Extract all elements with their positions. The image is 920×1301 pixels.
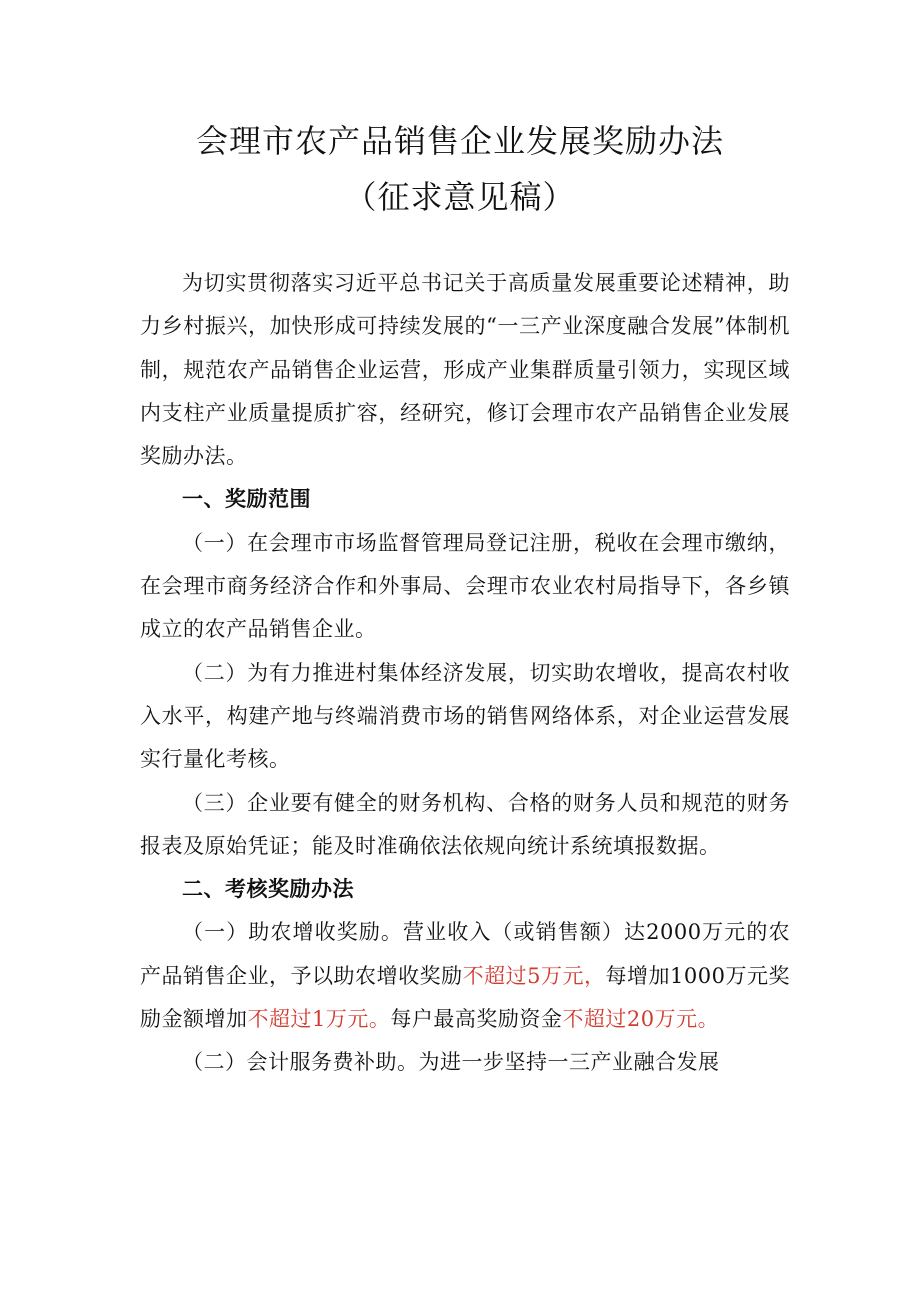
intro-paragraph: 为切实贯彻落实习近平总书记关于高质量发展重要论述精神，助力乡村振兴，加快形成可持续发展的“一三产业深度融合发展”体制机制，规范农产品销售企业运营，形成产业集群质量引领力，实现区域内支柱产业质量提质扩容，经研究，修订会理市农产品销售企业发展奖励办法。	[140, 271, 790, 469]
reward-amount-increment: 不超过1万元。	[247, 1007, 391, 1032]
scope-item-1: （一）在会理市市场监督管理局登记注册，税收在会理市缴纳，在会理市商务经济合作和外事局、会理市农业农村局指导下，各乡镇成立的农产品销售企业。	[140, 530, 790, 642]
section-heading-scope: 一、奖励范围	[182, 487, 311, 512]
reward-amount-max: 不超过20万元。	[562, 1007, 720, 1032]
reward-item-1	[140, 911, 790, 1041]
reward-amount-base: 不超过5万元，	[462, 963, 606, 988]
scope-item-3: （三）企业要有健全的财务机构、合格的财务人员和规范的财务报表及原始凭证；能及时准确依法依规向统计系统填报数据。	[140, 790, 790, 858]
document-subtitle: （征求意见稿）	[344, 178, 576, 216]
reward-item-1-text-c: 每户最高奖励资金	[390, 1007, 563, 1032]
reward-item-1-text-a: （一）助农增收奖励。营业收入（或销售额）达2000万元的农产品销售企业，予以助农增收奖励	[140, 920, 790, 988]
section-heading-reward: 二、考核奖励办法	[182, 877, 354, 902]
document-title: 会理市农产品销售企业发展奖励办法	[195, 122, 724, 160]
reward-item-1-text-b: 每增加1000万元奖励金额增加	[140, 963, 790, 1032]
document-body	[140, 262, 790, 1085]
reward-item-2: （二）会计服务费补助。为进一步坚持一三产业融合发展	[182, 1050, 720, 1075]
scope-item-2: （二）为有力推进村集体经济发展，切实助农增收，提高农村收入水平，构建产地与终端消费市场的销售网络体系，对企业运营发展实行量化考核。	[140, 660, 790, 772]
